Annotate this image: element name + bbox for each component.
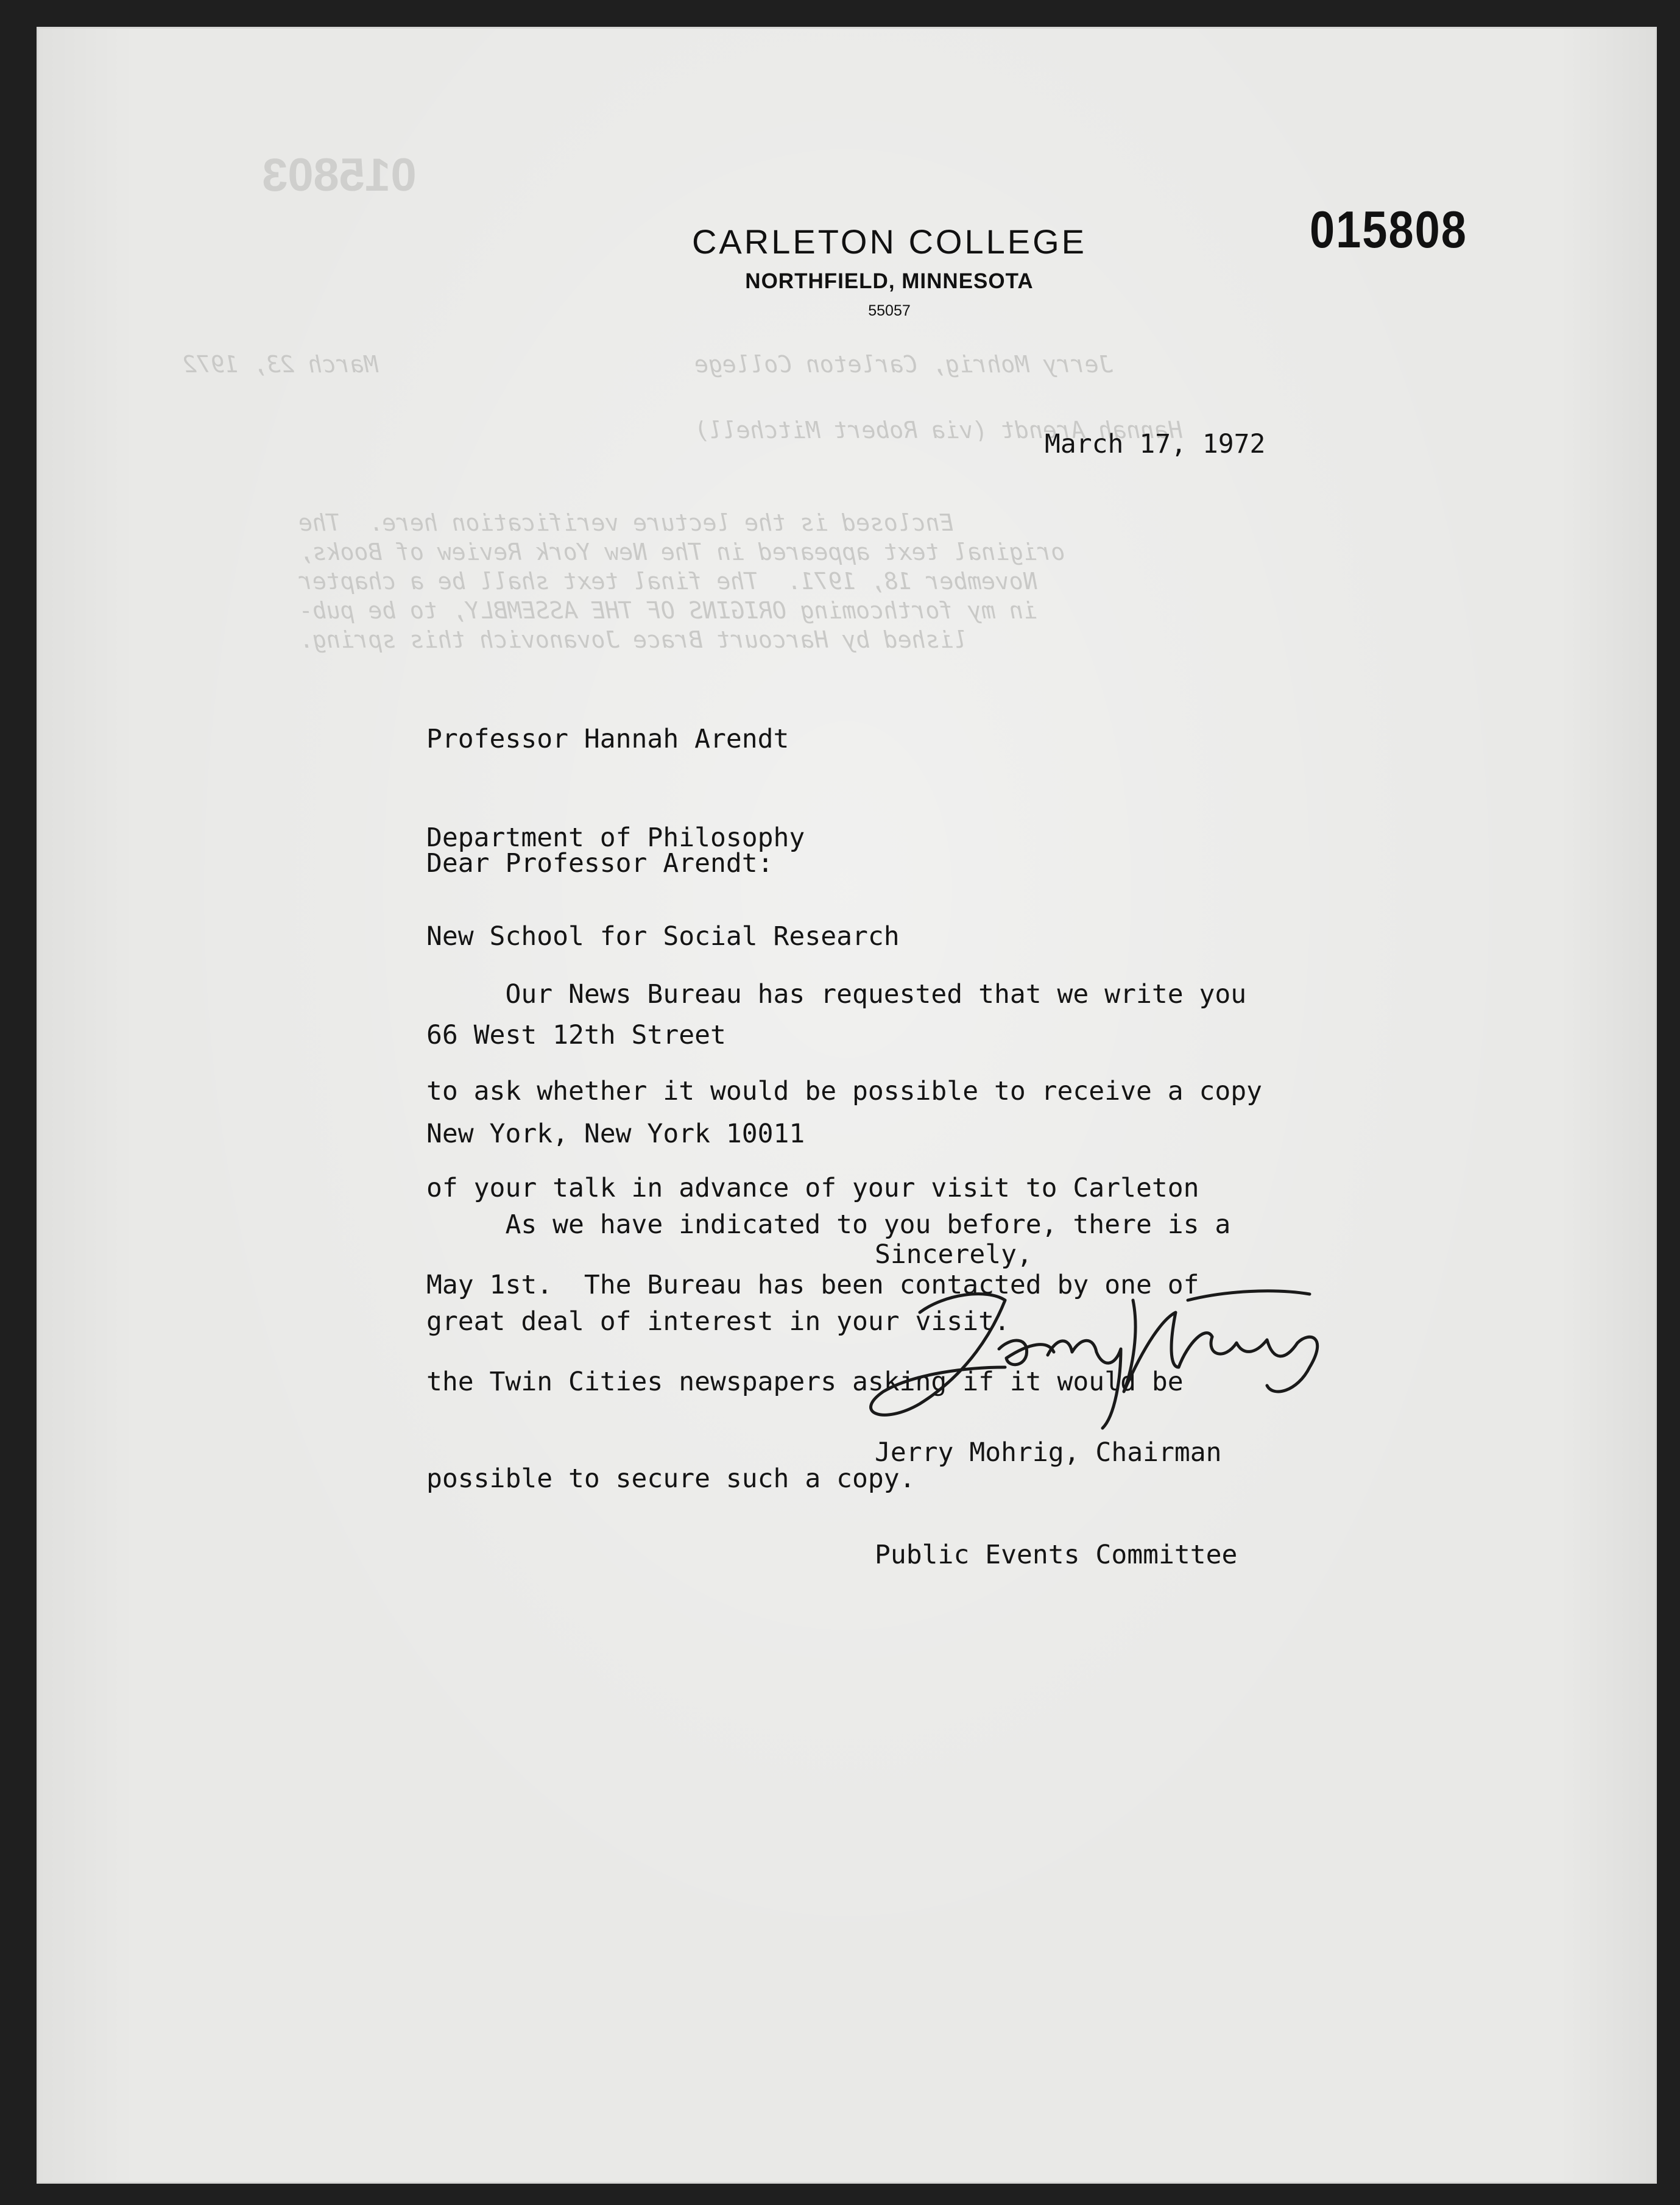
bleed-through-paragraph: Enclosed is the lecture verification here. The original text appeared in The New York Review of Books, November 18, 1971. The final text shall be a chapter in my forthcoming ORIGINS OF THE ASSEMBLY, to be pub- lished by Harcourt Brace Jovanovich this spring. xyxy=(298,509,1065,653)
body-line: As we have indicated to you before, there is a xyxy=(426,1209,1231,1240)
bleed-through-line: Jerry Mohrig, Carleton College xyxy=(694,351,1113,378)
bleed-through-line: Hannah Arendt (via Robert Mitchell) xyxy=(694,417,1182,444)
archive-number: 015808 xyxy=(1310,200,1467,259)
body-line: of your talk in advance of your visit to Carleton xyxy=(426,1173,1199,1203)
address-line: 66 West 12th Street xyxy=(426,1020,726,1050)
institution-location: NORTHFIELD, MINNESOTA xyxy=(745,269,1034,293)
address-line: Professor Hannah Arendt xyxy=(426,724,789,754)
address-line: Department of Philosophy xyxy=(426,823,805,853)
letterhead xyxy=(560,221,1218,320)
signature-block xyxy=(875,1367,1237,1640)
letter xyxy=(37,27,1657,2184)
signer-committee: Public Events Committee xyxy=(875,1540,1238,1570)
address-line: New York, New York 10011 xyxy=(426,1119,805,1149)
body-line: May 1st. The Bureau has been contacted by one of xyxy=(426,1270,1199,1300)
institution-name: CARLETON COLLEGE xyxy=(691,222,1087,261)
body-line: the Twin Cities newspapers asking if it would be xyxy=(426,1367,1184,1397)
institution-zip: 55057 xyxy=(868,302,911,319)
bleed-through-date: March 23, 1972 xyxy=(183,351,378,378)
signer-name-title: Jerry Mohrig, Chairman xyxy=(875,1437,1222,1468)
salutation: Dear Professor Arendt: xyxy=(426,848,774,879)
letter-date: March 17, 1972 xyxy=(1045,429,1266,459)
body-line: great deal of interest in your visit. xyxy=(426,1306,1010,1337)
closing: Sincerely, xyxy=(875,1239,1032,1270)
body-line: possible to secure such a copy. xyxy=(426,1464,916,1494)
bleed-through-number: 015803 xyxy=(262,149,417,201)
document-page xyxy=(37,27,1657,2184)
body-line: Our News Bureau has requested that we write you xyxy=(426,979,1247,1010)
body-line: to ask whether it would be possible to receive a copy xyxy=(426,1076,1263,1106)
address-line: New School for Social Research xyxy=(426,921,900,952)
